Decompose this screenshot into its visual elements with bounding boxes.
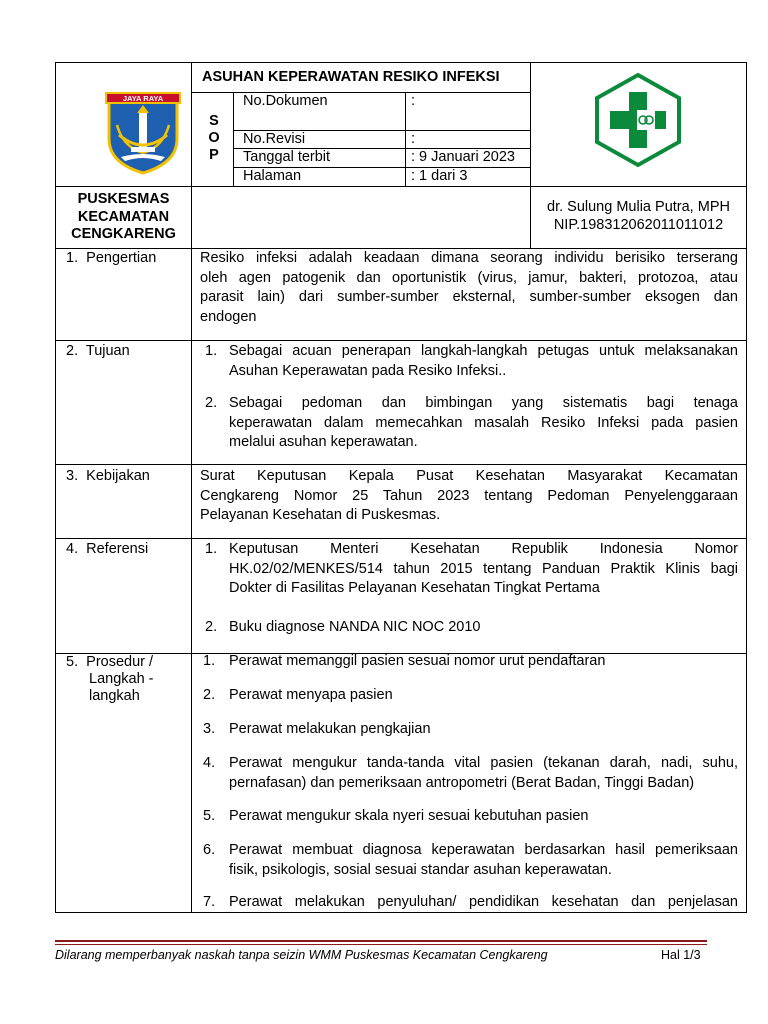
prosedur-label-line: 5. Prosedur /: [66, 654, 154, 670]
list-number: 6.: [203, 842, 216, 858]
signatory-name: dr. Sulung Mulia Putra, MPH: [547, 199, 730, 215]
doc-row-label-halaman: Halaman: [243, 168, 302, 184]
list-number: 2.: [205, 619, 218, 635]
document-title: ASUHAN KEPERAWATAN RESIKO INFEKSI: [202, 69, 500, 85]
list-number: 2.: [203, 687, 216, 703]
kebijakan-line: Cengkareng Nomor 25 Tahun 2023 tentang Pedoman Penyelenggaraan: [200, 487, 738, 504]
list-item-line: keperawatan dalam memecahkan masalah Resiko Infeksi pada pasien: [229, 414, 738, 431]
jaya-raya-logo: [103, 89, 183, 175]
org-name-line-2: KECAMATAN: [77, 208, 170, 225]
list-number: 5.: [203, 808, 216, 824]
list-item-line: fisik, psikologis, sosial sesuai standar asuhan keperawatan.: [229, 861, 612, 878]
org-name-line-1: PUSKESMAS: [77, 191, 170, 207]
doc-row-value-revisi: :: [411, 131, 416, 147]
doc-row-label-revisi: No.Revisi: [243, 131, 306, 147]
list-number: 7.: [203, 894, 216, 910]
doc-row-label-dokumen: No.Dokumen: [243, 93, 328, 109]
pengertian-line: oleh agen patogenik dan oportunistik (virus, jamur, bakteri, protozoa, atau: [200, 269, 738, 286]
signatory-nip: NIP.198312062011011012: [553, 217, 724, 233]
footer-page-number: Hal 1/3: [661, 948, 701, 962]
list-item-line: melalui asuhan keperawatan.: [229, 434, 418, 450]
list-number: 1.: [205, 343, 218, 359]
list-item-line: Perawat melakukan pengkajian: [229, 721, 431, 737]
section-label-tujuan: 2. Tujuan: [66, 343, 130, 359]
list-item-line: Perawat membuat diagnosa keperawatan berdasarkan hasil pemeriksaan: [229, 842, 738, 858]
section-label-pengertian: 1. Pengertian: [66, 250, 157, 266]
kebijakan-line: Surat Keputusan Kepala Pusat Kesehatan Masyarakat Kecamatan: [200, 468, 738, 484]
list-number: 4.: [203, 755, 216, 771]
pengertian-line: parasit lain) dari sumber-sumber eksternal, sumber-sumber eksogen dan: [200, 289, 738, 305]
doc-row-value-dokumen: :: [411, 93, 416, 109]
list-item-line: HK.02/02/MENKES/514 tahun 2015 tentang Panduan Praktik Klinis bagi: [229, 560, 738, 577]
footer-notice: Dilarang memperbanyak naskah tanpa seizin WMM Puskesmas Kecamatan Cengkareng: [55, 948, 548, 962]
list-item-line: Sebagai acuan penerapan langkah-langkah petugas untuk melaksanakan: [229, 343, 738, 359]
section-label-kebijakan: 3. Kebijakan: [66, 468, 150, 484]
kebijakan-line: Pelayanan Kesehatan di Puskesmas.: [200, 507, 441, 523]
list-item-line: Sebagai pedoman dan bimbingan yang sistematis bagi tenaga: [229, 395, 738, 411]
pengertian-line: endogen: [200, 308, 257, 325]
doc-row-value-tanggal: : 9 Januari 2023: [411, 149, 515, 165]
prosedur-label-line: Langkah -: [89, 671, 154, 687]
list-number: 3.: [203, 721, 216, 737]
list-item-line: Perawat mengukur tanda-tanda vital pasien (tekanan darah, nadi, suhu,: [229, 755, 738, 771]
prosedur-label-line: langkah: [89, 688, 140, 704]
jaya-raya-text: JAYA RAYA: [122, 94, 164, 103]
doc-row-label-tanggal: Tanggal terbit: [243, 149, 331, 165]
list-item-line: Dokter di Fasilitas Pelayanan Kesehatan Tingkat Pertama: [229, 580, 600, 596]
list-item-line: Perawat melakukan penyuluhan/ pendidikan kesehatan dan penjelasan: [229, 894, 738, 910]
org-name-line-3: CENGKARENG: [71, 226, 176, 242]
sop-letter-p: P: [209, 147, 219, 163]
list-number: 1.: [205, 541, 218, 557]
list-item-line: Perawat mengukur skala nyeri sesuai kebutuhan pasien: [229, 808, 589, 824]
doc-row-value-halaman: : 1 dari 3: [411, 168, 468, 184]
list-item-line: Buku diagnose NANDA NIC NOC 2010: [229, 619, 481, 635]
list-number: 2.: [205, 395, 218, 411]
list-item-line: Perawat memanggil pasien sesuai nomor urut pendaftaran: [229, 653, 606, 669]
list-item-line: Keputusan Menteri Kesehatan Republik Indonesia Nomor: [229, 541, 738, 557]
list-item-line: pernafasan) dan pemeriksaan antropometri (Berat Badan, Tinggi Badan): [229, 774, 695, 791]
section-label-referensi: 4. Referensi: [66, 541, 149, 557]
org-name: [56, 191, 191, 244]
list-number: 1.: [203, 653, 216, 669]
list-item-line: Asuhan Keperawatan pada Resiko Infeksi..: [229, 362, 507, 379]
sop-letter-s: S: [209, 113, 219, 129]
puskesmas-logo: [593, 72, 683, 168]
sop-letter-o: O: [208, 130, 220, 146]
pengertian-line: Resiko infeksi adalah keadaan dimana seorang individu berisiko terserang: [200, 250, 738, 266]
list-item-line: Perawat menyapa pasien: [229, 687, 393, 703]
